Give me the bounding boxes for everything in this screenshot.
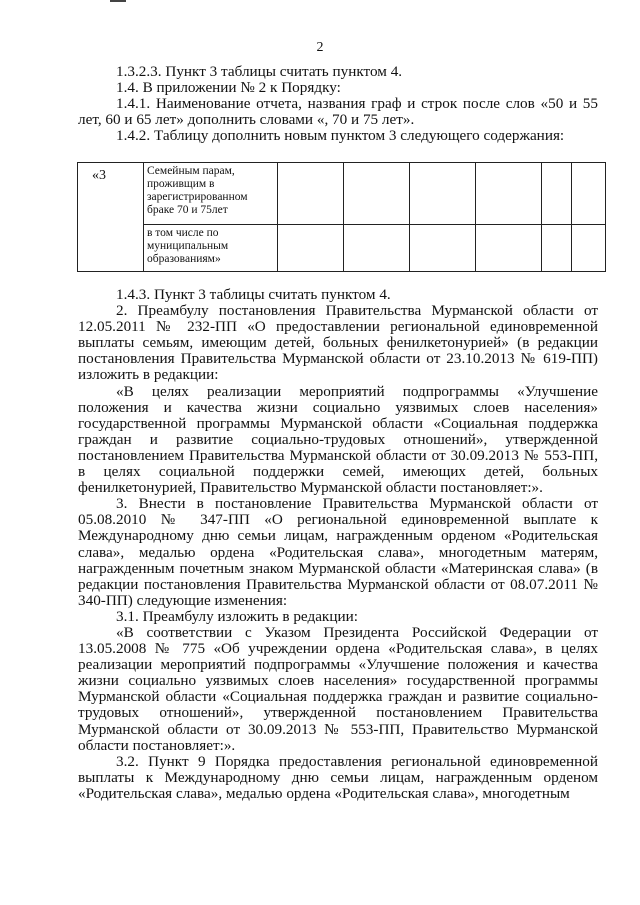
table-cell-label: в том числе по муниципальным образованиям» xyxy=(144,225,278,272)
table-cell xyxy=(410,225,476,272)
table-cell xyxy=(410,163,476,225)
table-cell xyxy=(542,225,572,272)
scan-mark xyxy=(110,0,126,2)
table-cell xyxy=(344,163,410,225)
inserted-table xyxy=(77,162,606,272)
table-cell xyxy=(572,163,606,225)
paragraph: 3. Внести в постановление Правительства Мурманской области от 05.08.2010 № 347-ПП «О региональной единовременной выплате к Международному дню семьи лицам, награжденным орденом «Родительская слава», медалью ордена «Родительская слава», многодетным матерям, награжденным почетным знаком Мурманской области «Материнская слава» (в редакции постановления Правительства Мурманской области от 08.07.2011 № 340-ПП) следующие изменения: xyxy=(78,495,598,609)
paragraph: «В целях реализации мероприятий подпрограммы «Улучшение положения и качества жизни социально уязвимых слоев населения» государственной программы Мурманской области «Социальная поддержка граждан и развитие социально-трудовых отношений», утвержденной постановлением Правительства Мурманской области от 30.09.2013 № 553-ПП, в целях социальной поддержки семей, имеющих детей, больных фенилкетонурией, Правительство Мурманской области постановляет:». xyxy=(78,382,598,497)
paragraph: 3.1. Преамбулу изложить в редакции: xyxy=(116,607,358,625)
paragraph: 1.3.2.3. Пункт 3 таблицы считать пунктом 4. xyxy=(116,63,403,80)
table-cell-number: «3 xyxy=(78,163,144,272)
paragraph: 1.4.3. Пункт 3 таблицы считать пунктом 4. xyxy=(116,286,391,303)
table-cell xyxy=(476,163,542,225)
paragraph: 2. Преамбулу постановления Правительства Мурманской области от 12.05.2011 № 232-ПП «О предоставлении региональной единовременной выплаты семьям, имеющим детей, больных фенилкетонурией» (в редакции постановления Правительства Мурманской области от 23.10.2013 № 619-ПП) изложить в редакции: xyxy=(78,302,598,384)
table-cell-label: Семейным парам, проживщим в зарегистрированном браке 70 и 75лет xyxy=(144,163,278,225)
text-block-top xyxy=(78,64,598,144)
paragraph: 1.4.2. Таблицу дополнить новым пунктом 3 следующего содержания: xyxy=(116,127,565,145)
table-cell xyxy=(344,225,410,272)
paragraph: 3.2. Пункт 9 Порядка предоставления региональной единовременной выплаты к Международному дню семьи лицам, награжденным орденом «Родительская слава», медалью ордена «Родительская слава», многодетным xyxy=(78,752,598,802)
table-cell xyxy=(542,163,572,225)
paragraph: 1.4. В приложении № 2 к Порядку: xyxy=(116,79,341,97)
paragraph: «В соответствии с Указом Президента Российской Федерации от 13.05.2008 № 775 «Об учреждении ордена «Родительская слава», в целях реализации мероприятий подпрограммы «Улучшение положения и качества жизни социально уязвимых слоев населения» государственной программы Мурманской области «Социальная поддержка граждан и развитие социально-трудовых отношений», утвержденной постановлением Правительства Мурманской области от 30.09.2013 № 553-ПП, Правительство Мурманской области постановляет:». xyxy=(78,623,598,754)
table-cell xyxy=(278,225,344,272)
paragraph: 1.4.1. Наименование отчета, названия граф и строк после слов «50 и 55 лет, 60 и 65 лет» дополнить словами «, 70 и 75 лет». xyxy=(78,95,598,129)
page-number: 2 xyxy=(316,40,324,55)
table-cell xyxy=(476,225,542,272)
table-cell xyxy=(278,163,344,225)
text-block-main xyxy=(78,287,598,802)
table-cell xyxy=(572,225,606,272)
